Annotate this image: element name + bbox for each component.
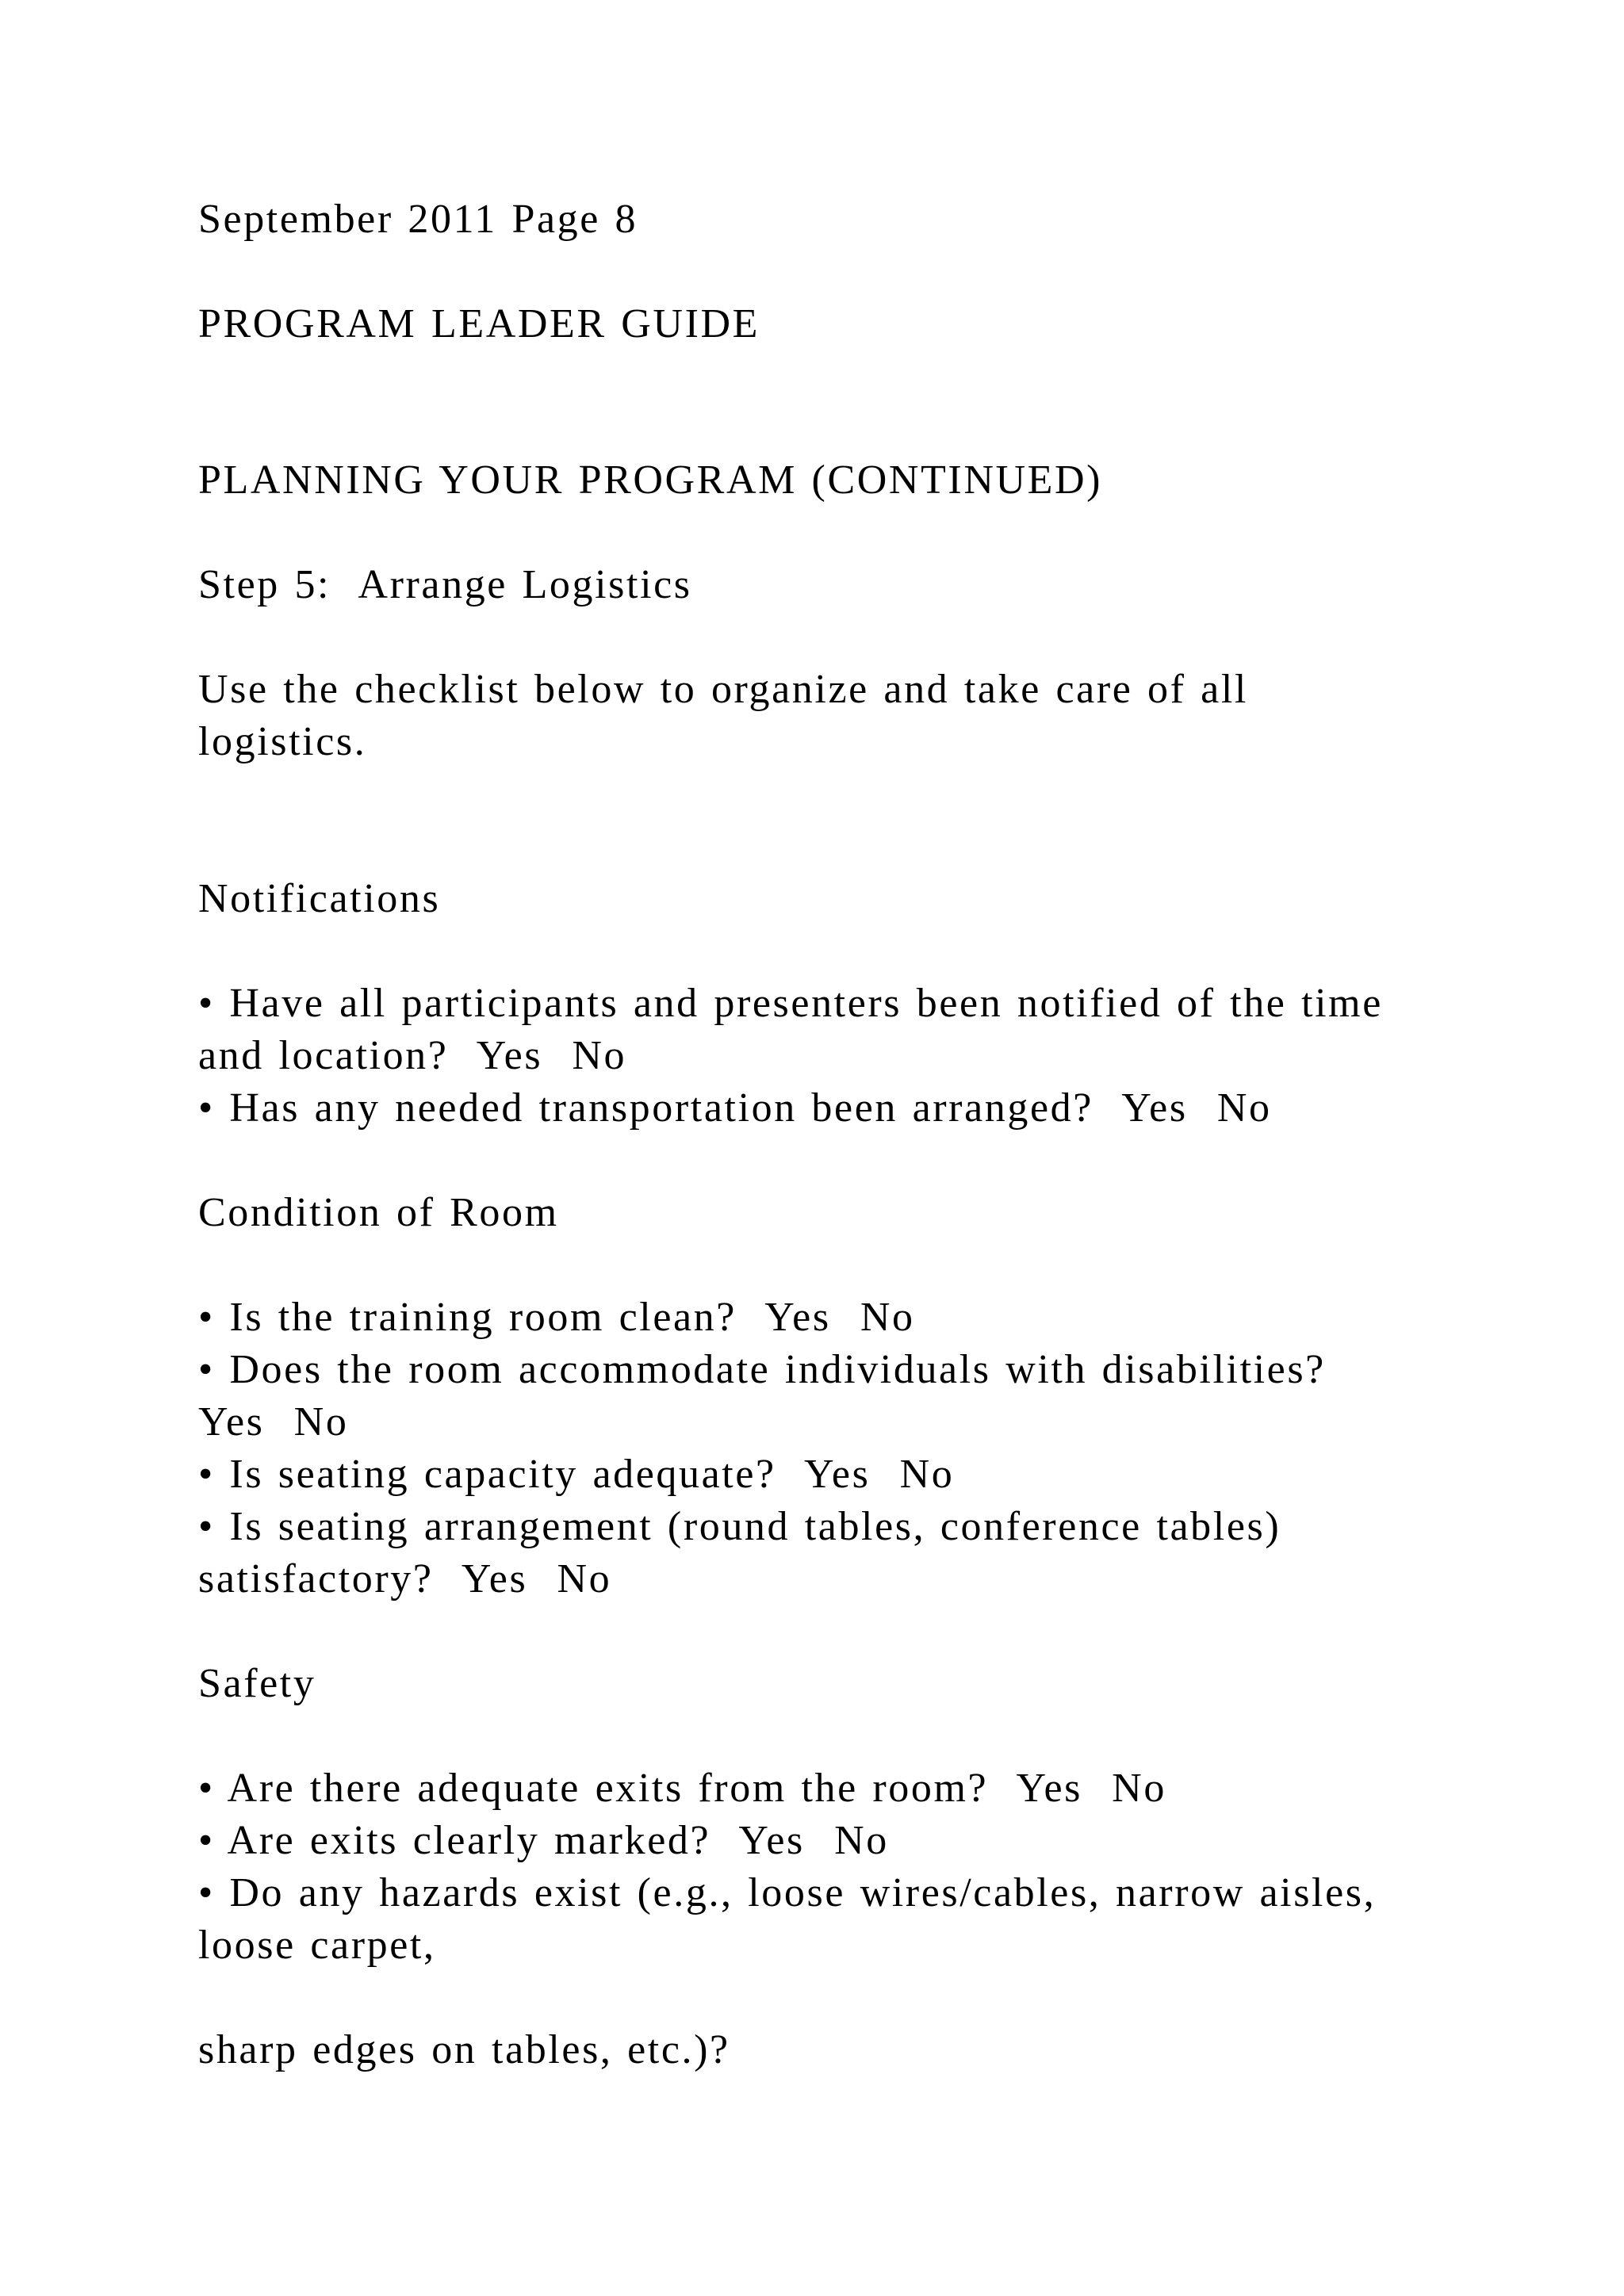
safety-heading: Safety	[198, 1661, 316, 1706]
checklist-item: • Are exits clearly marked? Yes No	[198, 1818, 889, 1863]
checklist-item: • Is the training room clean? Yes No	[198, 1295, 915, 1340]
checklist-item: • Does the room accommodate individuals with disabilities? Yes No	[198, 1347, 1326, 1445]
condition-heading: Condition of Room	[198, 1190, 559, 1235]
intro-paragraph: Use the checklist below to organize and take care of all logistics.	[198, 667, 1248, 764]
step-heading: Step 5: Arrange Logistics	[198, 562, 692, 607]
checklist-item: • Do any hazards exist (e.g., loose wires/cables, narrow aisles, loose carpet,	[198, 1870, 1377, 1968]
checklist-item: • Are there adequate exits from the room? Yes No	[198, 1766, 1166, 1811]
notifications-heading: Notifications	[198, 876, 441, 921]
guide-title: PROGRAM LEADER GUIDE	[198, 301, 760, 346]
checklist-item: • Is seating arrangement (round tables, conference tables) satisfactory? Yes No	[198, 1504, 1281, 1601]
checklist-item-continuation: sharp edges on tables, etc.)?	[198, 2027, 730, 2072]
checklist-item: • Has any needed transportation been arranged? Yes No	[198, 1085, 1272, 1131]
checklist-item: • Is seating capacity adequate? Yes No	[198, 1452, 955, 1497]
section-title: PLANNING YOUR PROGRAM (CONTINUED)	[198, 457, 1103, 503]
date-page-line: September 2011 Page 8	[198, 197, 638, 242]
checklist-item: • Have all participants and presenters been notified of the time and location? Yes No	[198, 981, 1383, 1078]
